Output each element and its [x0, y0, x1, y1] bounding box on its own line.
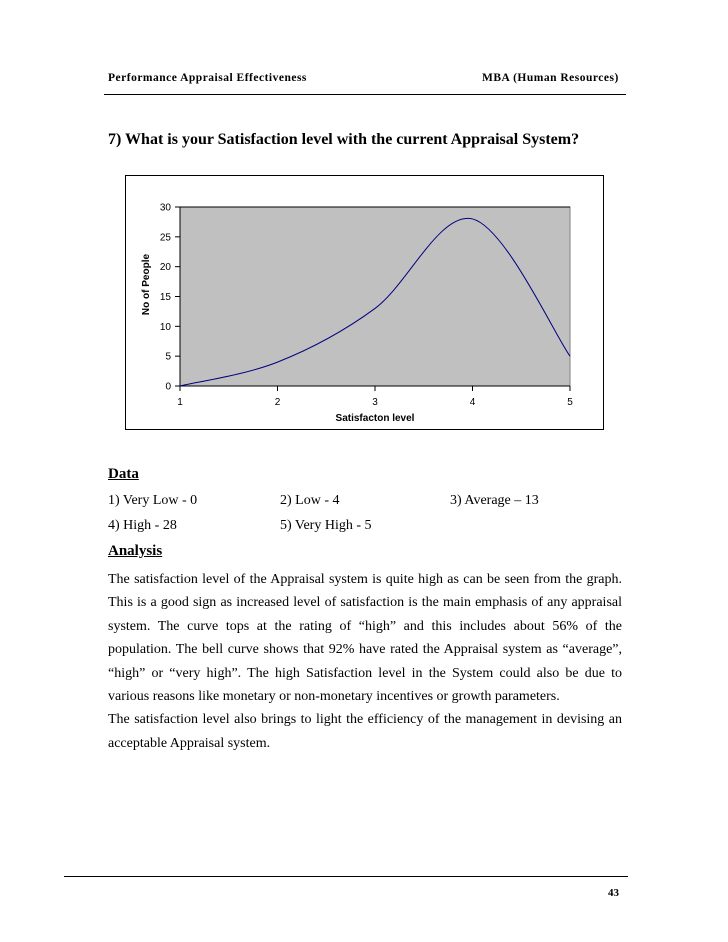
y-tick-label: 25	[159, 232, 171, 244]
x-tick-label: 1	[177, 397, 183, 408]
y-tick-label: 30	[159, 202, 171, 214]
x-tick-label: 5	[567, 397, 573, 408]
footer-divider	[64, 876, 628, 877]
y-tick-label: 0	[165, 381, 171, 393]
data-item-high: 4) High - 28	[108, 518, 177, 533]
plot-area	[180, 207, 570, 386]
x-tick-label: 4	[469, 397, 476, 408]
y-axis-label: No of People	[141, 253, 152, 316]
y-tick-label: 10	[159, 321, 171, 333]
analysis-paragraph: The satisfaction level of the Appraisal system is quite high as can be seen from the graph. This is a good sign as increased level of satisfaction is the main emphasis of any appraisal system. The curve tops at the rating of “high” and this includes about 56% of the population. The bell curve shows that 92% have rated the Appraisal system as “average”, “high” or “very high”. The high Satisfaction level in the System could also be due to various reasons like monetary or non-monetary incentives or growth parameters.	[108, 572, 622, 705]
data-item-very-low: 1) Very Low - 0	[108, 493, 198, 508]
y-tick-label: 5	[165, 351, 171, 363]
x-axis-label: Satisfacton level	[335, 413, 415, 424]
analysis-paragraph: The satisfaction level also brings to light the efficiency of the management in devising an acceptable Appraisal system.	[108, 712, 622, 751]
header-title: Performance Appraisal Effectiveness	[108, 72, 307, 84]
y-tick-label: 20	[159, 262, 171, 274]
analysis-heading: Analysis	[108, 543, 163, 559]
analysis-body	[108, 568, 622, 755]
question-heading: 7) What is your Satisfaction level with the current Appraisal System?	[108, 131, 580, 148]
satisfaction-line-chart	[126, 176, 605, 431]
data-item-very-high: 5) Very High - 5	[280, 518, 372, 533]
chart-frame	[125, 175, 604, 430]
y-tick-label: 15	[159, 292, 171, 303]
data-item-average: 3) Average – 13	[450, 493, 539, 508]
data-heading: Data	[108, 466, 139, 482]
data-item-low: 2) Low - 4	[280, 493, 340, 508]
x-axis-ticks	[177, 386, 573, 408]
header-divider	[104, 94, 626, 95]
header-course: MBA (Human Resources)	[482, 72, 619, 84]
y-axis-ticks	[160, 203, 180, 393]
page-number: 43	[608, 887, 619, 899]
x-tick-label: 2	[274, 397, 281, 408]
x-tick-label: 3	[372, 397, 378, 408]
